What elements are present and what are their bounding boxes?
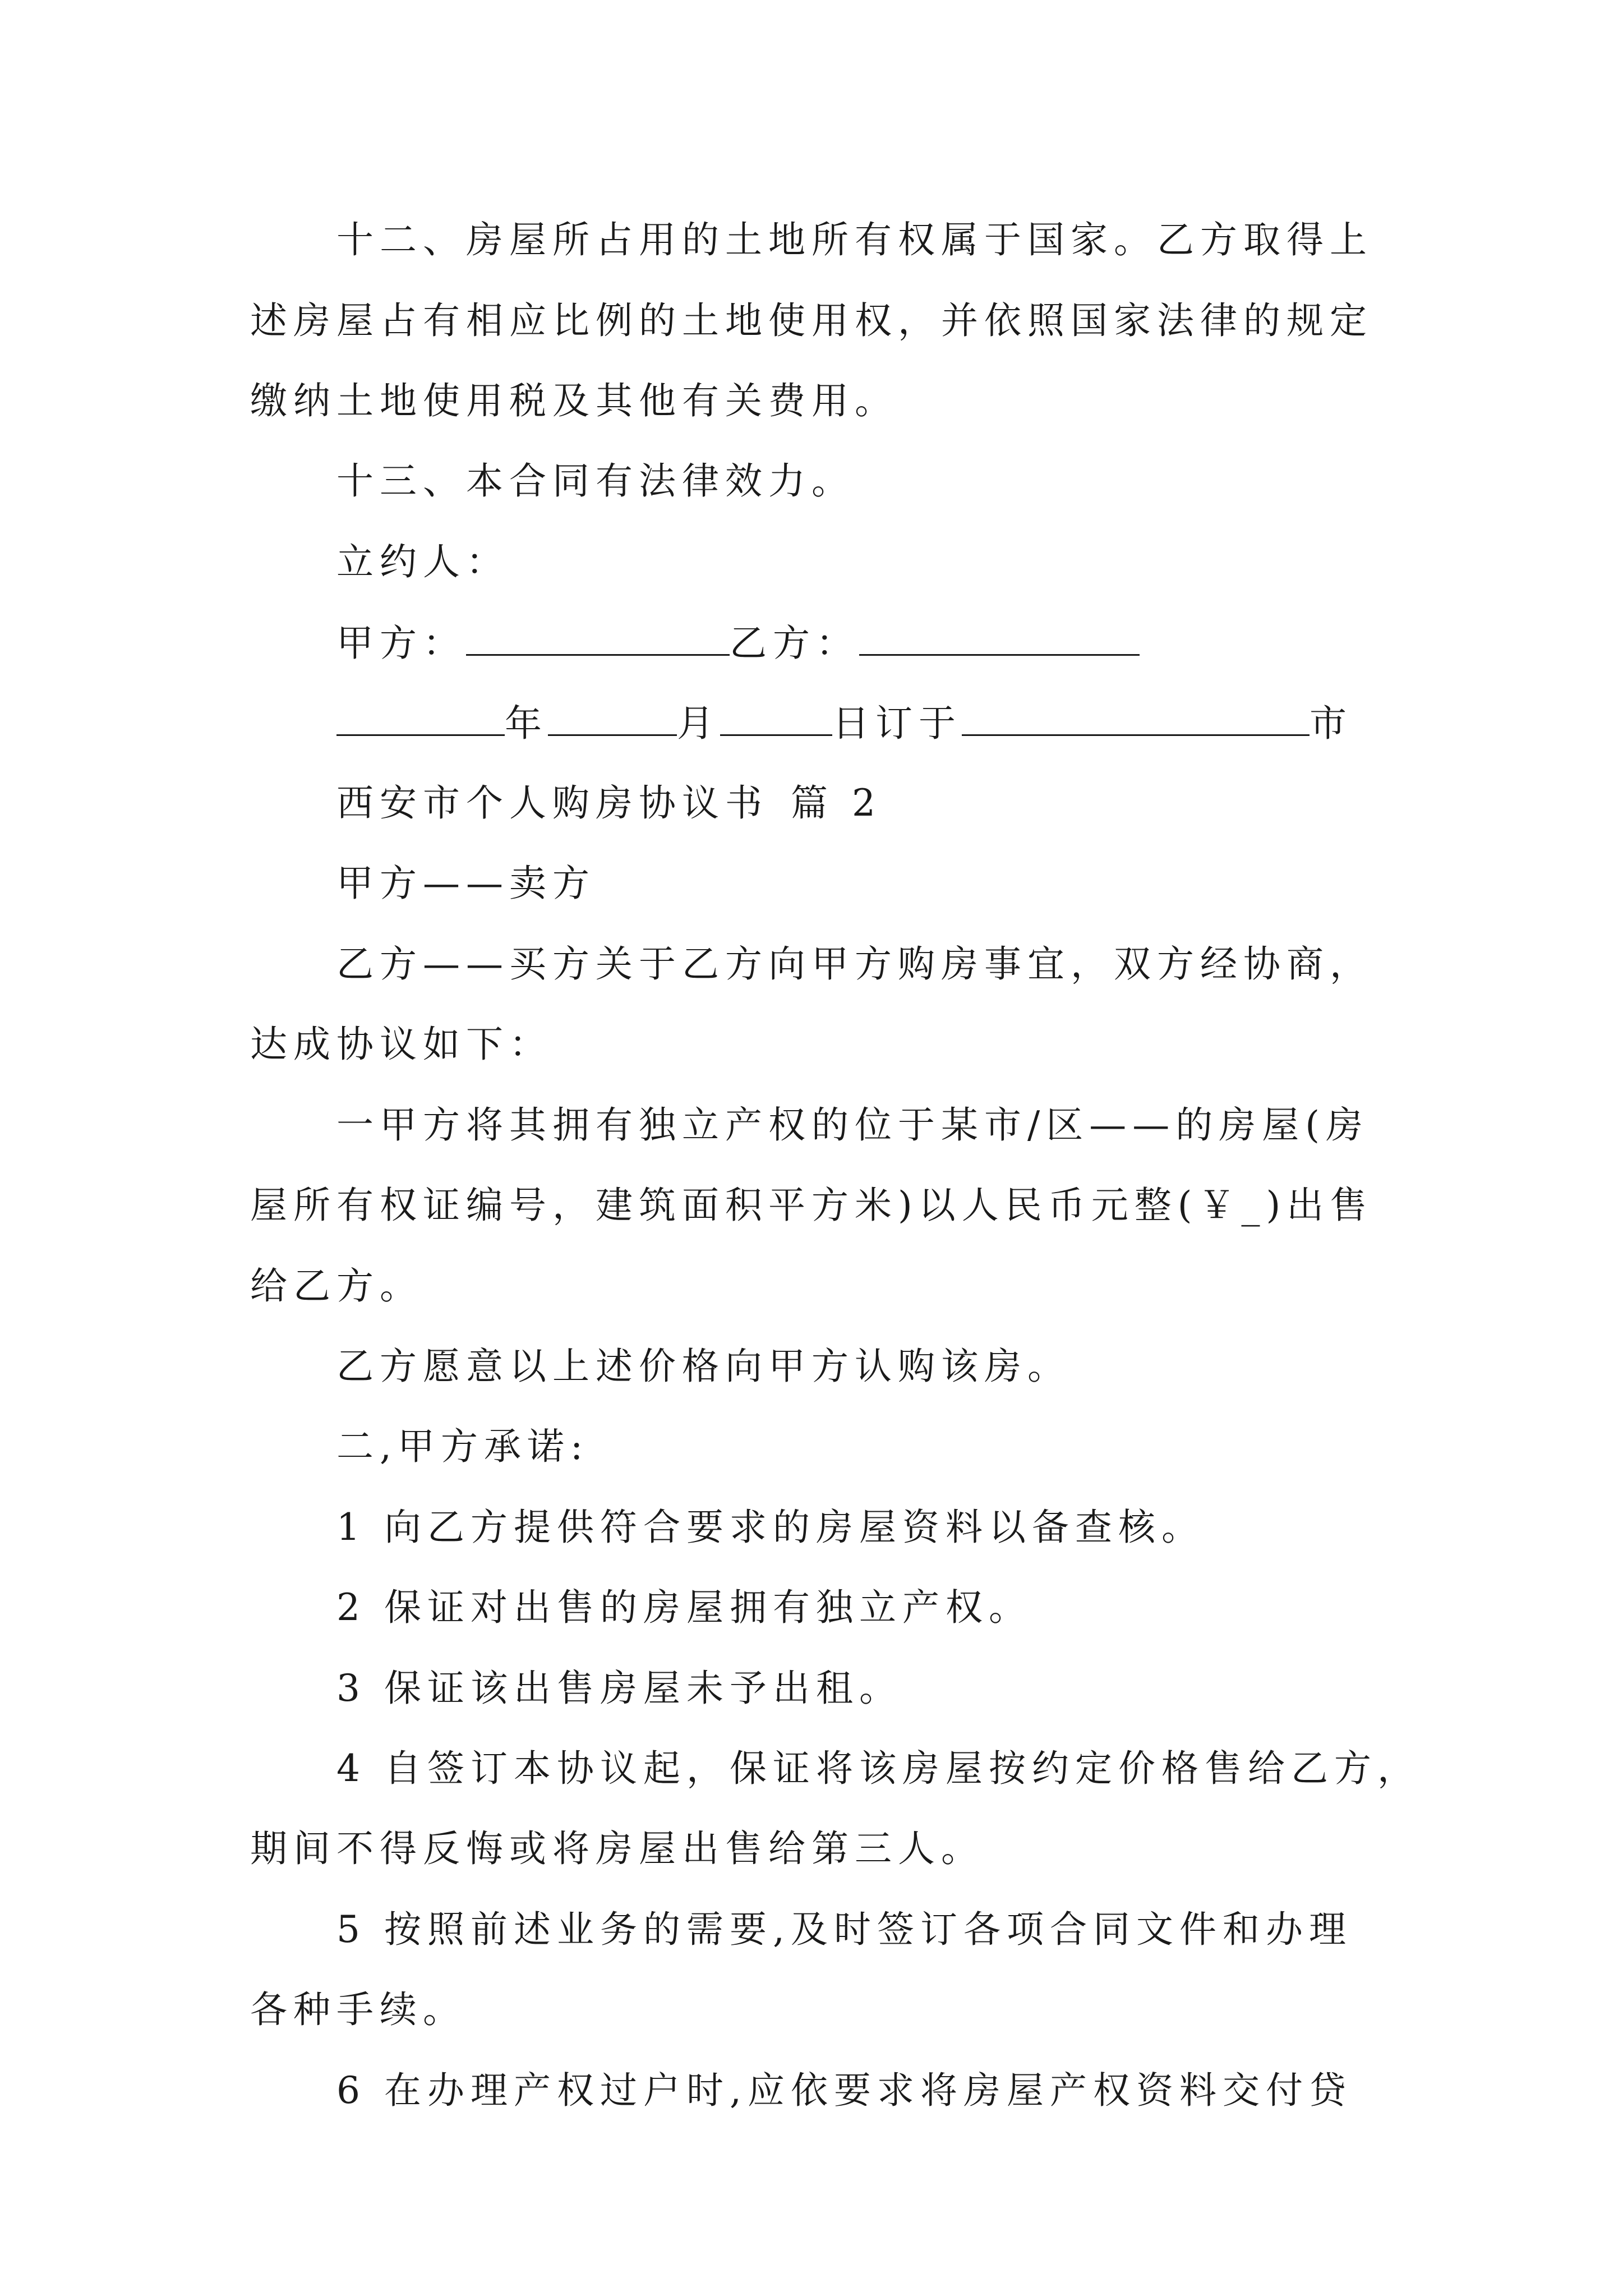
promise-4-line-2: 期间不得反悔或将房屋出售给第三人。 [250,1827,984,1870]
preamble-line-1: 乙方——买方关于乙方向甲方购房事宜，双方经协商， [336,942,1373,986]
section-2-part: 篇 2 [791,781,882,825]
party-a-blank [466,620,730,656]
buyer-agreement-line: 乙方愿意以上述价格向甲方认购该房。 [336,1345,1071,1388]
promise-4-line-1: 4 自签订本协议起，保证将该房屋按约定价格售给乙方， [336,1747,1421,1790]
day-blank [720,701,832,736]
clause-13-line-1: 十三、本合同有法律效力。 [336,459,855,503]
clause-12-line-2: 述房屋占有相应比例的土地使用权，并依照国家法律的规定 [250,299,1373,342]
promise-6-line-1: 6 在办理产权过户时,应依要求将房屋产权资料交付贷 [336,2069,1352,2112]
party-a-label: 甲方： [336,622,466,665]
article-1-line-3: 给乙方。 [250,1264,423,1308]
clause-12-line-3: 缴纳土地使用税及其他有关费用。 [250,379,898,422]
article-1-line-2: 屋所有权证编号，建筑面积平方米)以人民币元整(￥_)出售 [250,1184,1373,1227]
day-signed-at-label: 日订于 [832,702,962,745]
clause-12-line-1: 十二、房屋所占用的土地所有权属于国家。乙方取得上 [336,218,1373,261]
promise-5-line-2: 各种手续。 [250,1988,466,2031]
year-blank [336,701,505,736]
promise-3-line: 3 保证该出售房屋未予出租。 [336,1667,902,1710]
preamble-line-2: 达成协议如下： [250,1023,552,1066]
signatories-heading: 立约人： [336,540,509,583]
place-blank [962,701,1310,736]
promise-2-line: 2 保证对出售的房屋拥有独立产权。 [336,1586,1032,1629]
year-label: 年 [505,702,548,745]
promise-5-line-1: 5 按照前述业务的需要,及时签订各项合同文件和办理 [336,1908,1352,1951]
party-signature-line [336,620,1481,666]
party-b-blank [859,620,1140,656]
month-blank [548,701,677,736]
section-2-title-line [336,781,1481,826]
city-label: 市 [1310,702,1353,745]
section-2-title: 西安市个人购房协议书 [336,781,768,825]
promise-1-line: 1 向乙方提供符合要求的房屋资料以备查核。 [336,1506,1205,1549]
article-2-heading: 二,甲方承诺: [336,1425,589,1468]
seller-line: 甲方——卖方 [336,862,596,905]
signing-date-line [336,701,1481,746]
party-b-label: 乙方： [730,622,859,665]
article-1-line-1: 一甲方将其拥有独立产权的位于某市/区——的房屋(房 [336,1103,1369,1147]
month-label: 月 [677,702,720,745]
